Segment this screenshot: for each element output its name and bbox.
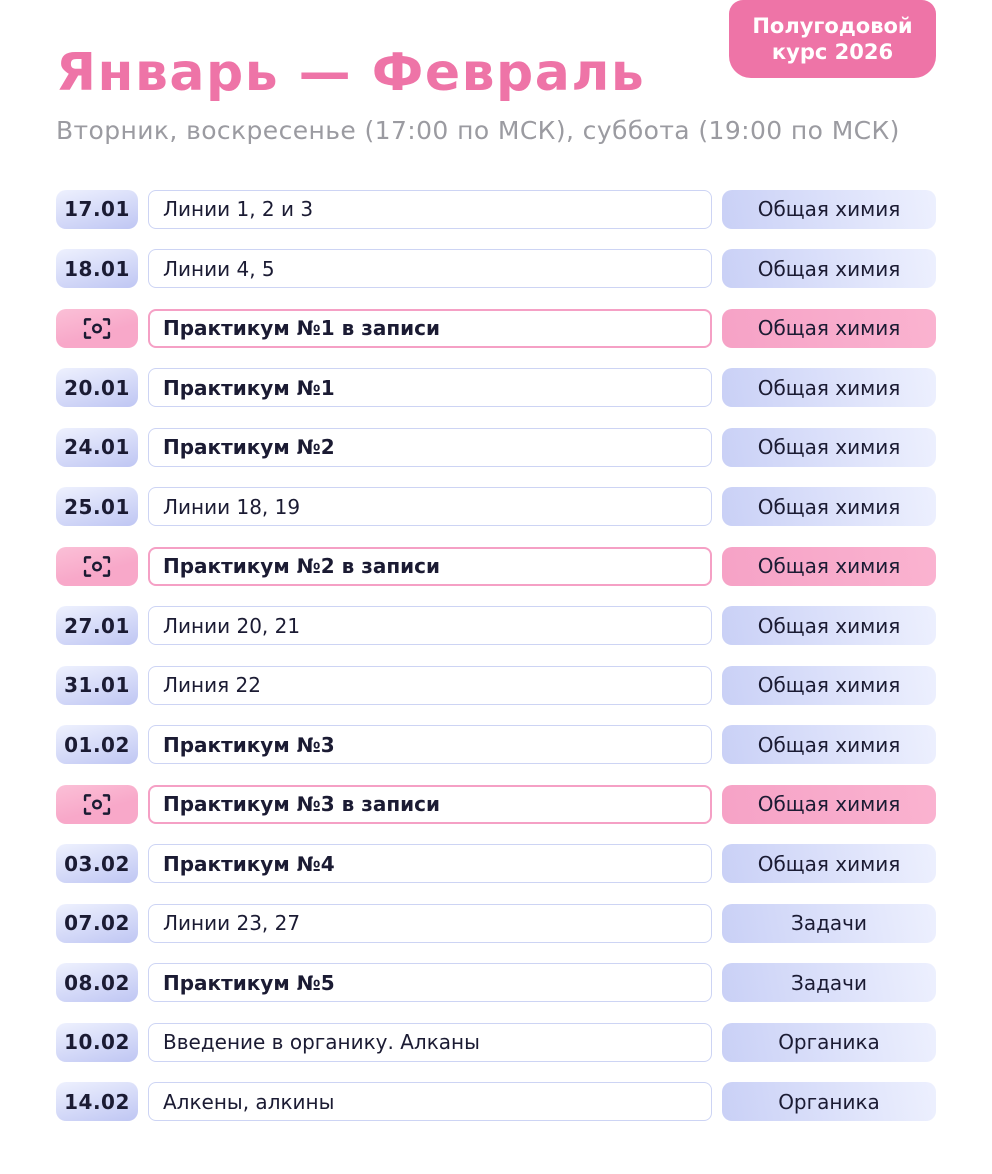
schedule-row (56, 785, 936, 824)
lesson-box (148, 309, 712, 348)
subject-tag (722, 725, 936, 764)
subject-label: Общая химия (757, 375, 901, 400)
schedule-row (56, 725, 936, 764)
schedule-subtitle: Вторник, воскресенье (17:00 по МСК), суббота (19:00 по МСК) (56, 115, 900, 145)
lesson-title: Практикум №1 в записи (163, 316, 441, 341)
subject-tag (722, 368, 936, 407)
lesson-title: Алкены, алкины (163, 1089, 335, 1114)
date-label: 14.02 (64, 1089, 130, 1114)
subject-label: Органика (778, 1030, 880, 1055)
subject-tag (722, 785, 936, 824)
lesson-title: Практикум №3 в записи (163, 792, 441, 817)
date-label: 25.01 (64, 494, 130, 519)
lesson-box (148, 963, 712, 1002)
schedule-row (56, 547, 936, 586)
subject-label: Общая химия (757, 435, 901, 460)
lesson-title: Линии 23, 27 (163, 911, 301, 936)
subject-tag (722, 666, 936, 705)
lesson-title: Линии 1, 2 и 3 (163, 197, 314, 222)
schedule-row (56, 309, 936, 348)
subject-label: Общая химия (757, 256, 901, 281)
subject-tag (722, 904, 936, 943)
lesson-title: Линия 22 (163, 673, 261, 698)
date-badge (56, 844, 138, 883)
lesson-box (148, 725, 712, 764)
lesson-title: Практикум №2 (163, 435, 335, 460)
date-label: 10.02 (64, 1030, 130, 1055)
lesson-box (148, 428, 712, 467)
subject-label: Органика (778, 1089, 880, 1114)
lesson-title: Практикум №4 (163, 851, 335, 876)
date-badge (56, 785, 138, 824)
record-viewfinder-icon (83, 555, 111, 578)
subject-label: Задачи (791, 911, 867, 936)
date-badge (56, 963, 138, 1002)
lesson-title: Практикум №1 (163, 375, 335, 400)
subject-label: Общая химия (757, 554, 901, 579)
lesson-title: Линии 18, 19 (163, 494, 301, 519)
schedule-list (56, 190, 936, 1122)
lesson-box (148, 844, 712, 883)
date-badge (56, 1082, 138, 1121)
lesson-title: Линии 20, 21 (163, 613, 301, 638)
subject-label: Общая химия (757, 673, 901, 698)
date-badge (56, 1023, 138, 1062)
schedule-row (56, 428, 936, 467)
lesson-box (148, 547, 712, 586)
lesson-box (148, 190, 712, 229)
subject-label: Общая химия (757, 316, 901, 341)
lesson-box (148, 249, 712, 288)
schedule-row (56, 904, 936, 943)
date-label: 03.02 (64, 851, 130, 876)
lesson-title: Введение в органику. Алканы (163, 1030, 480, 1055)
subject-tag (722, 844, 936, 883)
date-label: 27.01 (64, 613, 130, 638)
subject-tag (722, 487, 936, 526)
lesson-title: Практикум №3 (163, 732, 335, 757)
subject-label: Общая химия (757, 851, 901, 876)
date-label: 07.02 (64, 911, 130, 936)
course-badge-line2: курс 2026 (771, 40, 894, 64)
subject-tag (722, 309, 936, 348)
subject-label: Общая химия (757, 613, 901, 638)
subject-tag (722, 249, 936, 288)
subject-tag (722, 963, 936, 1002)
date-badge (56, 249, 138, 288)
lesson-box (148, 1082, 712, 1121)
lesson-title: Линии 4, 5 (163, 256, 275, 281)
date-badge (56, 904, 138, 943)
schedule-row (56, 368, 936, 407)
subject-tag (722, 190, 936, 229)
subject-label: Общая химия (757, 732, 901, 757)
schedule-row (56, 1023, 936, 1062)
schedule-row (56, 487, 936, 526)
date-badge (56, 368, 138, 407)
date-label: 20.01 (64, 375, 130, 400)
date-badge (56, 190, 138, 229)
date-badge (56, 547, 138, 586)
lesson-box (148, 666, 712, 705)
subject-tag (722, 1082, 936, 1121)
subject-tag (722, 428, 936, 467)
lesson-box (148, 1023, 712, 1062)
date-label: 18.01 (64, 256, 130, 281)
subject-label: Общая химия (757, 197, 901, 222)
date-label: 08.02 (64, 970, 130, 995)
schedule-row (56, 606, 936, 645)
schedule-row (56, 249, 936, 288)
date-badge (56, 428, 138, 467)
subject-label: Общая химия (757, 792, 901, 817)
course-badge (729, 0, 936, 78)
lesson-box (148, 606, 712, 645)
date-label: 31.01 (64, 673, 130, 698)
lesson-box (148, 785, 712, 824)
schedule-row (56, 1082, 936, 1121)
date-badge (56, 725, 138, 764)
lesson-title: Практикум №5 (163, 970, 335, 995)
date-badge (56, 487, 138, 526)
schedule-row (56, 963, 936, 1002)
date-label: 01.02 (64, 732, 130, 757)
schedule-row (56, 666, 936, 705)
subject-tag (722, 1023, 936, 1062)
date-badge (56, 309, 138, 348)
subject-label: Общая химия (757, 494, 901, 519)
record-viewfinder-icon (83, 793, 111, 816)
schedule-row (56, 190, 936, 229)
lesson-box (148, 368, 712, 407)
lesson-box (148, 904, 712, 943)
schedule-row (56, 844, 936, 883)
page-title: Январь — Февраль (56, 43, 646, 103)
date-badge (56, 666, 138, 705)
date-label: 17.01 (64, 197, 130, 222)
subject-tag (722, 547, 936, 586)
subject-label: Задачи (791, 970, 867, 995)
record-viewfinder-icon (83, 317, 111, 340)
subject-tag (722, 606, 936, 645)
lesson-box (148, 487, 712, 526)
date-badge (56, 606, 138, 645)
date-label: 24.01 (64, 435, 130, 460)
course-badge-line1: Полугодовой (752, 14, 913, 38)
lesson-title: Практикум №2 в записи (163, 554, 441, 579)
